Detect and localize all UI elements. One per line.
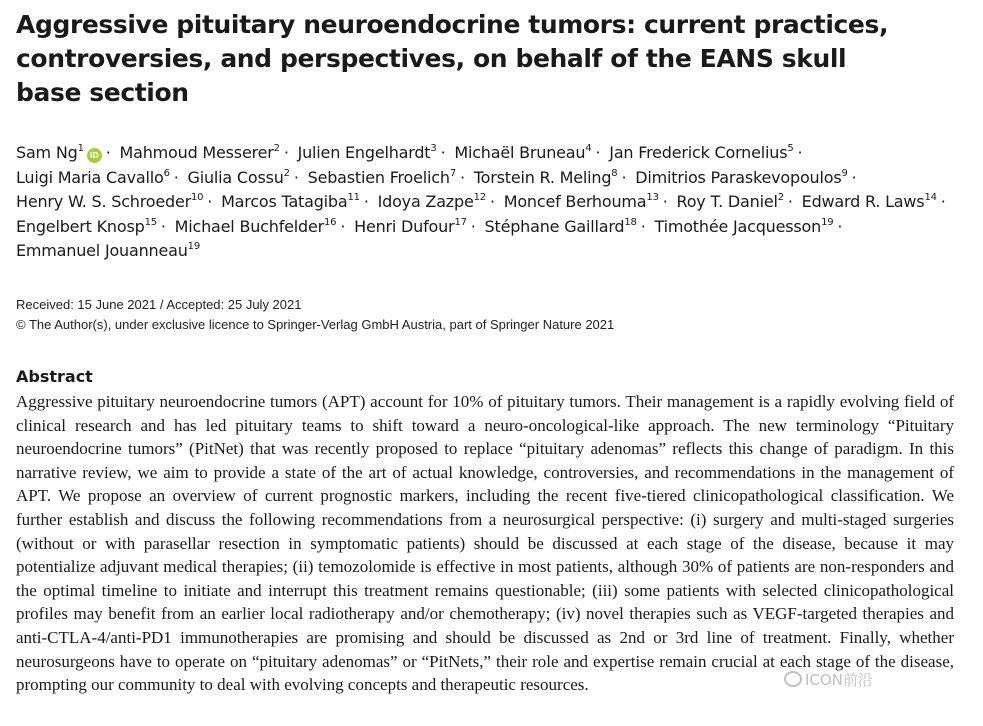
author-list [16, 141, 976, 264]
author-separator: · [340, 216, 346, 236]
affiliation-number: 10 [190, 192, 204, 203]
abstract-heading: Abstract [16, 367, 93, 386]
author-name-text: Sebastien Froelich [307, 167, 450, 187]
article-title: Aggressive pituitary neuroendocrine tumors: current practices, controversies, and perspectives, on behalf of the EANS skull base section [16, 10, 889, 107]
author-name-text: Giulia Cossu [187, 167, 284, 187]
author-separator: · [662, 192, 668, 211]
author-separator: · [105, 143, 111, 162]
author-separator: · [173, 167, 179, 187]
affiliation-number: 3 [430, 143, 437, 154]
author-name[interactable] [221, 192, 360, 211]
author-separator: · [363, 192, 369, 211]
affiliation-number: 6 [163, 167, 170, 179]
author-separator: · [440, 143, 446, 162]
watermark [784, 669, 873, 690]
affiliation-number: 11 [347, 192, 360, 203]
author-name-text: Roy T. Daniel [676, 192, 778, 211]
author-name[interactable] [802, 192, 937, 211]
author-name[interactable] [298, 143, 437, 162]
author-separator: · [595, 143, 601, 162]
author-separator: · [489, 192, 495, 211]
affiliation-number: 5 [787, 143, 794, 154]
author-name-text: Jan Frederick Cornelius [609, 143, 788, 162]
affiliation-number: 14 [924, 192, 937, 203]
author-name-text: Emmanuel Jouanneau [16, 241, 188, 260]
author-name[interactable] [378, 192, 486, 211]
author-separator: · [207, 192, 213, 211]
author-name[interactable] [16, 241, 200, 260]
copyright-notice: © The Author(s), under exclusive licence to Springer-Verlag GmbH Austria, part of Springer Nature 2021 [16, 317, 615, 332]
author-name-text: Julien Engelhardt [297, 143, 431, 162]
author-separator: · [160, 216, 166, 236]
affiliation-number: 2 [273, 143, 280, 154]
author-name-text: Michaël Bruneau [454, 143, 586, 162]
author-separator: · [470, 216, 476, 236]
author-name[interactable] [16, 168, 170, 187]
author-separator: · [837, 216, 843, 236]
author-separator: · [640, 216, 646, 236]
author-separator: · [460, 167, 465, 187]
received-accepted-dates: Received: 15 June 2021 / Accepted: 25 July 2021 [16, 297, 302, 312]
author-name-text: Henri Dufour [354, 216, 455, 236]
affiliation-number: 18 [624, 216, 637, 228]
author-name[interactable] [655, 217, 834, 236]
author-separator: · [293, 167, 299, 187]
author-name[interactable] [188, 168, 290, 187]
author-separator: · [283, 143, 289, 162]
affiliation-number: 17 [454, 216, 467, 228]
author-name-text: Timothée Jacquesson [654, 216, 822, 236]
author-name[interactable] [16, 192, 203, 211]
affiliation-number: 13 [646, 192, 659, 203]
author-name-text: Idoya Zazpe [377, 192, 474, 211]
author-name[interactable] [485, 217, 637, 236]
author-separator: · [621, 167, 627, 187]
author-name[interactable] [175, 217, 337, 236]
wechat-icon [784, 671, 802, 687]
author-name-text: Stéphane Gaillard [484, 216, 625, 236]
author-name-text: Henry W. S. Schroeder [16, 192, 191, 211]
affiliation-number: 19 [187, 241, 200, 252]
author-separator: · [851, 167, 857, 187]
affiliation-number: 1 [77, 143, 84, 154]
author-name[interactable] [609, 143, 793, 162]
author-name-text: Michael Buchfelder [174, 216, 324, 236]
author-name[interactable] [120, 143, 280, 162]
author-name[interactable] [16, 217, 157, 236]
author-name[interactable] [504, 192, 659, 211]
affiliation-number: 16 [324, 216, 337, 228]
affiliation-number: 2 [777, 192, 784, 203]
affiliation-number: 2 [283, 167, 290, 179]
affiliation-number: 9 [841, 167, 848, 179]
affiliation-number: 12 [473, 192, 486, 203]
author-name[interactable] [474, 168, 618, 187]
author-name-text: Mahmoud Messerer [119, 143, 274, 162]
author-separator: · [940, 192, 946, 211]
author-name-text: Engelbert Knosp [16, 216, 145, 236]
affiliation-number: 4 [585, 143, 592, 154]
author-name[interactable] [635, 168, 847, 187]
author-name-text: Edward R. Laws [801, 192, 925, 211]
watermark-text: ICON前沿 [805, 671, 873, 689]
author-name[interactable] [308, 168, 456, 187]
author-name-text: Marcos Tatagiba [221, 192, 348, 211]
affiliation-number: 8 [611, 167, 618, 179]
publication-dates [16, 295, 614, 335]
author-separator: · [797, 143, 803, 162]
author-separator: · [787, 192, 793, 211]
affiliation-number: 7 [449, 167, 456, 179]
author-name-text: Sam Ng [16, 143, 78, 162]
author-name[interactable] [16, 143, 102, 162]
author-name[interactable] [454, 143, 591, 162]
author-name-text: Torstein R. Meling [473, 167, 612, 187]
author-name-text: Luigi Maria Cavallo [16, 167, 164, 187]
author-name-text: Moncef Berhouma [503, 192, 647, 211]
author-name[interactable] [677, 192, 784, 211]
affiliation-number: 15 [144, 216, 157, 228]
author-name[interactable] [354, 217, 467, 236]
affiliation-number: 19 [821, 216, 834, 228]
orcid-icon[interactable]: iD [87, 148, 102, 163]
author-name-text: Dimitrios Paraskevopoulos [635, 167, 842, 187]
abstract-text: Aggressive pituitary neuroendocrine tumors (APT) account for 10% of pituitary tumors. Their management is a rapidly evolving field of clinical research and has led pituitary teams to shift toward a neuro-oncological-like approach. The new terminology “Pituitary neuroendocrine tumors” (PitNet) that was recently proposed to replace “pituitary adenomas” reflects this change of paradigm. In this narrative review, we aim to provide a state of the art of actual knowledge, controversies, and recommendations in the management of APT. We propose an overview of current prognostic markers, including the recent five-tiered clinicopathological classification. We further establish and discuss the following recommendations from a neurosurgical perspective: (i) surgery and multi-staged surgeries (without or with parasellar resection in symptomatic patients) should be discussed at each stage of the disease, because it may potentialize adjuvant medical therapies; (ii) temozolomide is effective in most patients, although 30% of patients are non-responders and the optimal timeline to initiate and interrupt this treatment remains questionable; (iii) some patients with selected clinicopathological profiles may benefit from an earlier local radiotherapy and/or chemotherapy; (iv) novel therapies such as VEGF-targeted therapies and anti-CTLA-4/anti-PD1 immunotherapies are promising and should be discussed as 2nd or 3rd line of treatment. Finally, whether neurosurgeons have to operate on “pituitary adenomas” or “PitNets,” their role and expertise remain crucial at each stage of the disease, prompting our community to deal with evolving concepts and therapeutic resources. [16, 392, 954, 695]
